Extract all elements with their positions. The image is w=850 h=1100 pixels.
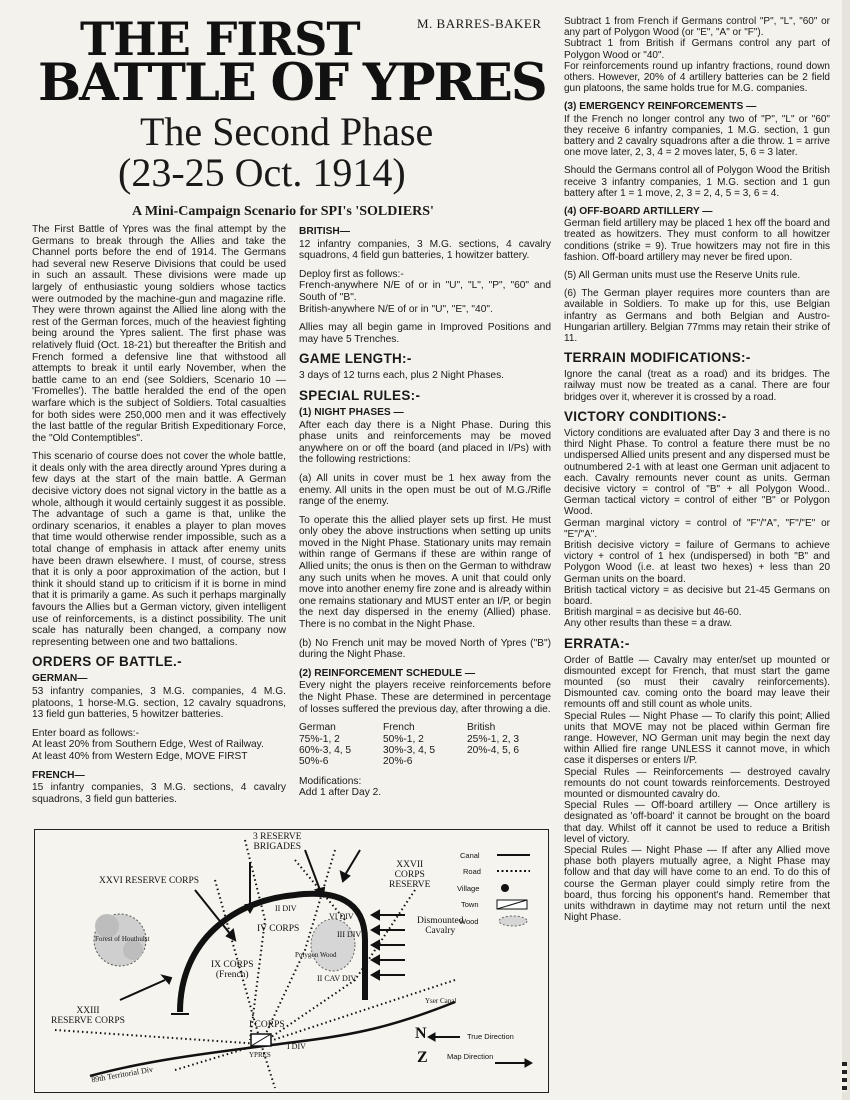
british-heading: BRITISH— [299, 226, 350, 237]
deploy-heading: Deploy first as follows:- [299, 268, 404, 280]
errata-1: Order of Battle — Cavalry may enter/set up mounted or dismounted except for French, that must start the game mounted (so must their cavalry reinforcements). Dismounted cav. coming onto the board may leave their remounts off and still count as whole units. [564, 654, 830, 711]
modifications-heading: Modifications: [299, 775, 362, 787]
direction-n: N [415, 1025, 427, 1042]
table-cell: 50%-6 [299, 756, 329, 768]
french-heading: FRENCH— [32, 769, 85, 781]
night-b: (b) No French unit may be moved North of Ypres ("B") during the Night Phase. [299, 637, 551, 661]
german-enter: Enter board as follows:- [32, 727, 140, 739]
emergency-text-2: Should the Germans control all of Polygon Wood the British receive 3 infantry companies, 1 M.G. section and 1 gun battery after 1 = 1 move, 2, 3 = 2, 4, 5 = 3, 6 = 4. [564, 165, 830, 199]
allied-arrows [372, 911, 405, 979]
map-label-ii-div: II DIV [275, 904, 297, 913]
tagline: A Mini-Campaign Scenario for SPI's 'SOLDIERS' [132, 204, 434, 219]
table-header: British [467, 722, 496, 734]
table-cell: 20%-6 [383, 756, 413, 768]
errata-2: Special Rules — Night Phase — To clarify this point; Allied units that MOVE may not be placed within German fire range. However, NO German unit may begin the next day within Allied fire range UNLESS it cannot move, in which case it disperses or enters I/P. [564, 710, 830, 767]
victory-british: British decisive victory = failure of Germans to achieve victory + control of 1 hex (undispersed) in both "B" and Polygon Wood (i.e. at least two hexes) + less than 20 German units on the board. [564, 539, 830, 585]
table-row [299, 745, 551, 756]
page-edge-strip [842, 0, 850, 1100]
polygon-wood [311, 919, 355, 971]
game-length-heading: GAME LENGTH:- [299, 351, 412, 367]
column-1 [32, 224, 286, 805]
german-enter-2: At least 40% from Western Edge, MOVE FIRST [32, 750, 248, 762]
deploy-french: French-anywhere N/E of or in "U", "L", "P", "60" and South of "B". [299, 280, 551, 303]
errata-3: Special Rules — Reinforcements — destroyed cavalry remounts do not count towards reinforcements. Destroyed mounted or dismounted cavalry do. [564, 766, 830, 800]
table-header-row [299, 722, 551, 733]
column-3 [564, 16, 830, 923]
col3-p1: Subtract 1 from French if Germans control "P", "L", "60" or any part of Polygon Wood (or "E", "A" or "F"). [564, 16, 830, 39]
map-label-territorial: 89th Territorial Div [90, 1064, 154, 1085]
orders-heading: ORDERS OF BATTLE.- [32, 654, 182, 670]
offboard-text: German field artillery may be placed 1 hex off the board and treated as howitzers. They must conform to all howitzer conditions (strike = 9). True howitzers may not fire in this fashion. Off-board artillery may never be fired upon. [564, 218, 830, 263]
reinf-text: Every night the players receive reinforcements before the Night Phase. These are determined in percentage of losses suffered the previous day, after throwing a die. [299, 680, 551, 715]
table-header: French [383, 722, 415, 734]
game-length-text: 3 days of 12 turns each, plus 2 Night Phases. [299, 370, 505, 382]
table-cell: 30%-3, 4, 5 [383, 745, 436, 756]
victory-british-marginal: British marginal = as decisive but 46-60. [564, 607, 742, 619]
rule-6: (6) The German player requires more counters than are available in Soldiers. To make up for this, use Belgian infantry as Germans and both Belgian and Austro-Hungarian artillery. Belgian 77mms may retain their strike of 11. [564, 288, 830, 345]
direction-z: Z [417, 1049, 428, 1066]
legend-wood: Wood [459, 917, 479, 926]
map-label-xxvi: XXVI RESERVE CORPS [99, 876, 200, 886]
title-line-2: BATTLE OF YPRES [38, 53, 546, 113]
table-cell [467, 756, 551, 767]
map-label-yser: Yser Canal [425, 997, 457, 1005]
table-header: German [299, 722, 336, 734]
scope-paragraph: This scenario of course does not cover the whole battle, it deals only with the area directly around Ypres during a few days at the start of the main battle. A German decisive victory does not signal victory in the battle as a whole, although it would certainly suggest it as possible. The advantage of such a game is that, unlike the ordinary scenarios, it enables a player to plan moves that time would otherwise render impossible, such as a total change of emphasis in attack after enemy units have been drawn elsewhere. I must, of course, stress that it is only a poor approximation of the action, but I think it should stand up to criticism if it is borne in mind that it is primarily a game. As such it perhaps marginally favours the Allies but a German victory, given intelligent use of reinforcements, is a distinct possibility. The unit scale has naturally been changed, a company now representing between one and two battalions. [32, 451, 286, 648]
allies-note: Allies may all begin game in Improved Positions and may have 5 Trenches. [299, 322, 551, 345]
modifications-text: Add 1 after Day 2. [299, 787, 382, 799]
emergency-heading: (3) EMERGENCY REINFORCEMENTS — [564, 101, 757, 113]
german-heading: GERMAN— [32, 673, 88, 685]
map-label-xxvii: XXVII CORPS RESERVE [389, 860, 431, 890]
night-a: (a) All units in cover must be 1 hex away from the enemy. All units in the open must be out of M.G./Rifle range of the enemy. [299, 472, 551, 508]
map-label-dismounted: Dismounted Cavalry [417, 916, 464, 936]
column-2 [299, 224, 551, 799]
table-cell: 75%-1, 2 [299, 733, 340, 745]
emergency-text: If the French no longer control any two of "P", "L" or "60" they receive 6 infantry companies, 1 M.G. section, 1 gun battery and 2 cavalry squadrons after a die throw. 1 = arrive one move later, 2, 3, 4 = 2 moves later, 5, 6 = 3 later. [564, 113, 830, 159]
true-direction-label: True Direction [467, 1032, 514, 1041]
map-label-polygon: Polygon Wood [295, 951, 337, 959]
map-label-forest: Forest of Houthulst [95, 935, 150, 943]
map-label-reserve-brigades: 3 RESERVE BRIGADES [253, 832, 302, 852]
rule-5: (5) All German units must use the Reserve Units rule. [564, 270, 801, 282]
table-cell: 20%-4, 5, 6 [467, 745, 520, 756]
victory-marginal: German marginal victory = control of "F"/"A", "F"/"E" or "E"/"A". [564, 517, 830, 540]
british-units: 12 infantry companies, 3 M.G. sections, 4 cavalry squadrons, 4 field gun batteries, 1 howitzer battery. [299, 238, 551, 262]
map-label-xxiii: XXIII RESERVE CORPS [51, 1006, 125, 1026]
map-legend [497, 855, 530, 926]
night-text: After each day there is a Night Phase. During this phase units and reinforcements may be moved anywhere on or off the board (and placed in I/Ps) with the following restrictions: [299, 419, 551, 466]
map-label-iv-corps: IV CORPS [257, 924, 300, 934]
author: M. BARRES-BAKER [417, 16, 542, 31]
col3-p3: For reinforcements round up infantry fractions, round down others. However, 20% of 4 artillery batteries can be 2 field gun platoons, the same holds true for M.G. companies. [564, 60, 830, 95]
legend-road: Road [463, 867, 481, 876]
table-cell: 25%-1, 2, 3 [467, 733, 520, 745]
victory-heading: VICTORY CONDITIONS:- [564, 408, 727, 424]
map-label-ii-cav: II CAV DIV [317, 974, 357, 983]
map-label-iii-div: III DIV [337, 930, 362, 939]
subtitle: The Second Phase [140, 109, 434, 154]
victory-text: Victory conditions are evaluated after Day 3 and there is no third Night Phase. To control a feature there must be no undispersed Allied units present and any dispersed must be outnumbered 2-1 with at least one German unit adjacent to each. Cavalry remounts never count as units. German decisive victory = control of "B" + all Polygon Wood.. German tactical victory = control of either "B" or Polygon Wood. [564, 427, 830, 518]
map-label-ypres: YPRES [249, 1051, 271, 1059]
map-label-ix-corps: IX CORPS (French) [211, 960, 254, 980]
terrain-text: Ignore the canal (treat as a road) and its bridges. The railway must now be treated as a canal. There are four bridges over it, wherever it is crossed by a road. [564, 369, 830, 403]
table-row [299, 756, 551, 767]
map-label-vi-div: VI DIV [329, 912, 354, 921]
legend-canal: Canal [460, 851, 480, 860]
dates: (23-25 Oct. 1914) [118, 150, 406, 195]
victory-draw: Any other results than these = a draw. [564, 618, 733, 630]
page-edge-mark [842, 1062, 847, 1092]
errata-heading: ERRATA:- [564, 635, 630, 651]
errata-4: Special Rules — Off-board artillery — Once artillery is designated as 'off-board' it cannot be brought on the board that day. Whilst off it cannot be used to reduce a British level of victory. [564, 800, 830, 845]
errata-5: Special Rules — Night Phase — If after any Allied move phase both players mutually agree, a Night Phase may follow and that day will have come to an end. To do this of course the German player could simply retire from the board, thus forcing his opponent's hand. Remember that units withdrawn in daytime may not return until the next Night Phase. [564, 845, 830, 924]
offboard-heading: (4) OFF-BOARD ARTILLERY — [564, 206, 713, 218]
reinf-heading: (2) REINFORCEMENT SCHEDULE — [299, 667, 476, 679]
table-cell: 60%-3, 4, 5 [299, 745, 352, 756]
table-row [299, 734, 551, 745]
special-rules-heading: SPECIAL RULES:- [299, 387, 421, 403]
night-operate: To operate this the allied player sets up first. He must only obey the above instructions when setting up units moved in the Night Phase. Stationary units may remain within range of Germans if these are within range of Allied units; the onus is then on the German to withdraw any such units when he moves. A unit that could only move into another enemy fire zone and is already within one remains stationary and MUST enter an I/P, or begin the next day dispersed in the enemy (Allied) phase. There is no combat in the Night Phase. [299, 514, 551, 631]
legend-village: Village [457, 884, 480, 893]
table-cell: 50%-1, 2 [383, 733, 424, 745]
night-heading: (1) NIGHT PHASES — [299, 406, 404, 418]
victory-british-tactical: British tactical victory = as decisive but 21-45 Germans on board. [564, 584, 830, 607]
title-line-1: THE FIRST [80, 12, 360, 66]
map-label-i-corps: I CORPS [249, 1020, 285, 1030]
german-units: 53 infantry companies, 3 M.G. companies, 4 M.G. platoons, 1 horse-M.G. section, 12 cavalry squadrons, 13 field gun batteries, 5 howitzer batteries. [32, 685, 286, 721]
reinforcement-table [299, 722, 551, 768]
french-units: 15 infantry companies, 3 M.G. sections, 4 cavalry squadrons, 3 field gun batteries. [32, 782, 286, 805]
col3-p2: Subtract 1 from British if Germans control any part of Polygon Wood or "40". [564, 38, 830, 61]
german-enter-1: At least 20% from Southern Edge, West of Railway. [32, 739, 264, 751]
intro-paragraph: The First Battle of Ypres was the final attempt by the Germans to break through the Allies and take the Channel ports before the end of 1914. The Germans had several new Reserve Divisions that could be used in such an assault. These divisions were made up largely of enthusiastic young soldiers whose tactics were outmoded by the machine-gun and magazine rifle. They were thrown against the Allied line along with the rest of the German forces, much of the heaviest fighting being around the Ypres salient. The first phase was relatively fluid (Oct. 18-21) but thereafter the British and French formed a defensive line that withstood all attempts to break it until early November, when the battle came to an end (see Soldiers, Scenario 10 — 'Fromelles'). The battle heralded the end of the open warfare which is the subject of Soldiers. Total casualties for both sides were 250,000 men and it was effectively the last battle of the regular British Expeditionary Force, the "Old Contemptibles". [32, 224, 286, 444]
deploy-british: British-anywhere N/E of or in "U", "E", "40". [299, 303, 493, 315]
map-direction-label: Map Direction [447, 1052, 494, 1061]
terrain-heading: TERRAIN MODIFICATIONS:- [564, 350, 751, 366]
legend-town: Town [461, 900, 479, 909]
map-label-i-div: I DIV [287, 1042, 306, 1051]
battle-map [34, 829, 549, 1093]
